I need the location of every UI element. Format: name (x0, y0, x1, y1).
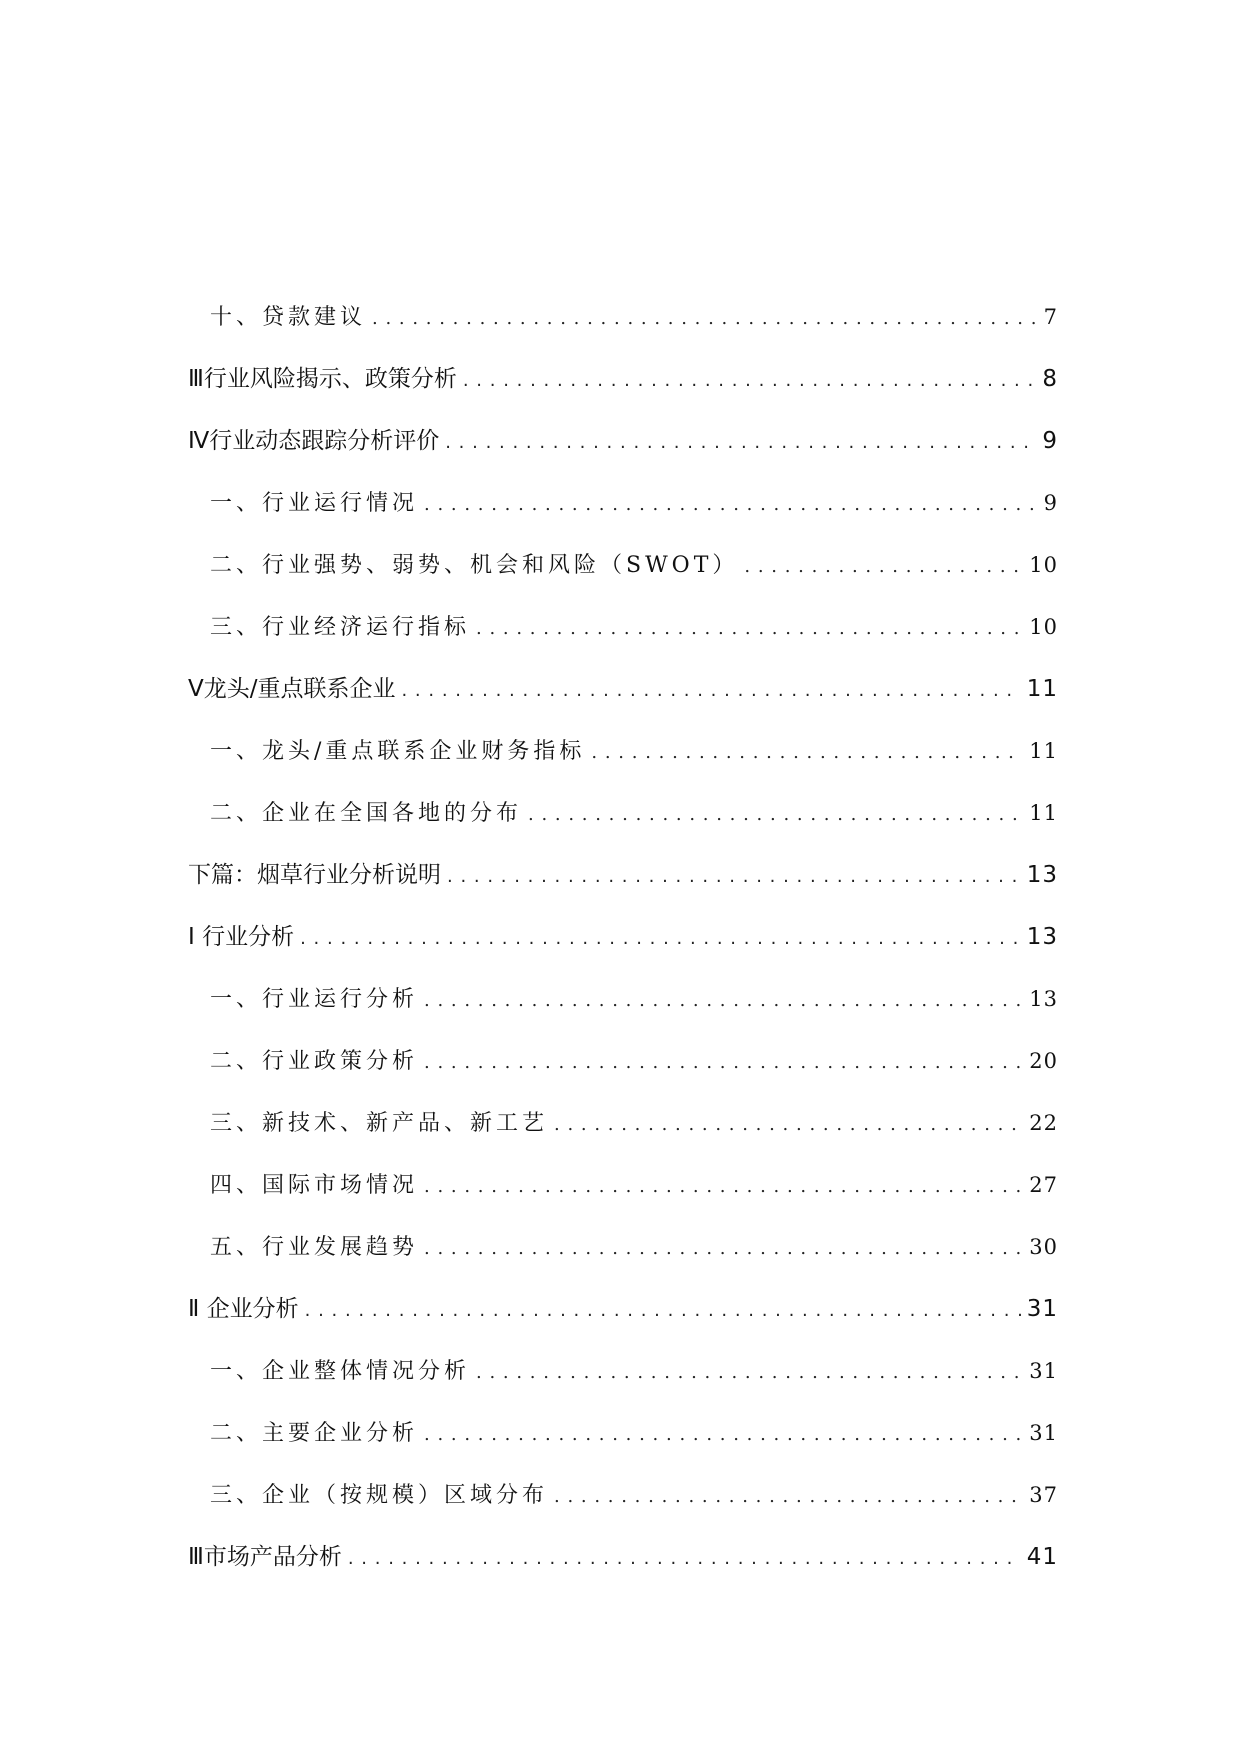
toc-entry[interactable] (188, 1464, 1058, 1526)
toc-page-number: 13 (1026, 862, 1058, 888)
toc-dot-leader (372, 287, 1038, 348)
toc-entry-title: 下篇：烟草行业分析说明 (188, 862, 441, 888)
toc-entry-title: 三、行业经济运行指标 (210, 615, 471, 640)
toc-page-number: 9 (1043, 491, 1058, 515)
toc-entry[interactable] (188, 1092, 1058, 1154)
toc-entry[interactable] (188, 720, 1058, 782)
toc-entry[interactable] (188, 906, 1058, 968)
toc-entry-title: 三、新技术、新产品、新工艺 (210, 1111, 549, 1136)
toc-entry[interactable] (188, 658, 1058, 720)
toc-entry[interactable] (188, 1278, 1058, 1340)
toc-entry-title: Ⅴ龙头/重点联系企业 (188, 676, 396, 702)
toc-dot-leader (744, 535, 1023, 596)
toc-dot-leader (424, 1155, 1023, 1216)
toc-entry[interactable] (188, 1526, 1058, 1588)
toc-entry-title: 三、企业（按规模）区域分布 (210, 1483, 549, 1508)
toc-dot-leader (554, 1093, 1023, 1154)
toc-page-number: 27 (1029, 1173, 1058, 1197)
toc-entry[interactable] (188, 348, 1058, 410)
toc-entry-title: 一、行业运行分析 (210, 987, 419, 1012)
toc-entry[interactable] (188, 1340, 1058, 1402)
toc-dot-leader (424, 473, 1038, 534)
toc-entry-title: Ⅲ行业风险揭示、政策分析 (188, 366, 457, 392)
toc-entry-title: 十、贷款建议 (210, 305, 367, 330)
toc-entry[interactable] (188, 968, 1058, 1030)
toc-entry[interactable] (188, 534, 1058, 596)
toc-page-number: 41 (1026, 1544, 1058, 1570)
toc-entry-title: 二、行业强势、弱势、机会和风险（SWOT） (210, 553, 739, 578)
toc-page-number: 31 (1029, 1421, 1058, 1445)
toc-dot-leader (424, 969, 1023, 1030)
toc-entry-title: 二、行业政策分析 (210, 1049, 419, 1074)
toc-page-number: 13 (1026, 924, 1058, 950)
toc-page-number: 10 (1029, 615, 1058, 639)
toc-page-number: 13 (1029, 987, 1058, 1011)
toc-entry[interactable] (188, 410, 1058, 472)
toc-entry-title: Ⅲ市场产品分析 (188, 1544, 342, 1570)
toc-dot-leader (554, 1465, 1023, 1526)
toc-entry[interactable] (188, 286, 1058, 348)
toc-entry[interactable] (188, 1402, 1058, 1464)
toc-dot-leader (528, 783, 1023, 844)
toc-page-number: 8 (1042, 366, 1058, 392)
toc-dot-leader (348, 1526, 1021, 1588)
toc-entry-title: 一、行业运行情况 (210, 491, 419, 516)
toc-dot-leader (447, 844, 1021, 906)
toc-entry-title: 二、主要企业分析 (210, 1421, 419, 1446)
toc-page-number: 31 (1026, 1296, 1058, 1322)
toc-entry-title: 一、企业整体情况分析 (210, 1359, 471, 1384)
toc-entry-title: 一、龙头/重点联系企业财务指标 (210, 739, 586, 764)
toc-dot-leader (476, 1341, 1023, 1402)
toc-dot-leader (300, 906, 1021, 968)
toc-page-number: 22 (1029, 1111, 1058, 1135)
toc-page-number: 11 (1029, 739, 1058, 763)
toc-page-number: 7 (1043, 305, 1058, 329)
toc-entry[interactable] (188, 844, 1058, 906)
toc-dot-leader (463, 348, 1037, 410)
toc-entry-title: Ⅰ 行业分析 (188, 924, 295, 950)
toc-dot-leader (476, 597, 1023, 658)
toc-entry-title: 四、国际市场情况 (210, 1173, 419, 1198)
toc-entry[interactable] (188, 472, 1058, 534)
toc-dot-leader (305, 1278, 1021, 1340)
toc-entry[interactable] (188, 1216, 1058, 1278)
toc-entry-title: Ⅳ行业动态跟踪分析评价 (188, 428, 440, 454)
toc-entry-title: Ⅱ 企业分析 (188, 1296, 299, 1322)
toc-dot-leader (424, 1217, 1023, 1278)
toc-entry[interactable] (188, 1030, 1058, 1092)
toc-dot-leader (424, 1403, 1023, 1464)
toc-dot-leader (445, 410, 1036, 472)
toc-entry-title: 二、企业在全国各地的分布 (210, 801, 523, 826)
toc-dot-leader (401, 658, 1020, 720)
toc-page-number: 11 (1026, 676, 1058, 702)
toc-page-number: 30 (1029, 1235, 1058, 1259)
toc-entry-title: 五、行业发展趋势 (210, 1235, 419, 1260)
toc-dot-leader (591, 721, 1023, 782)
toc-page-number: 9 (1042, 428, 1058, 454)
toc-dot-leader (424, 1031, 1023, 1092)
toc-entry[interactable] (188, 1154, 1058, 1216)
toc-entry[interactable] (188, 596, 1058, 658)
toc-page-number: 37 (1029, 1483, 1058, 1507)
toc-page-number: 31 (1029, 1359, 1058, 1383)
table-of-contents (188, 286, 1058, 1588)
toc-entry[interactable] (188, 782, 1058, 844)
toc-page-number: 11 (1029, 801, 1058, 825)
toc-page-number: 10 (1029, 553, 1058, 577)
toc-page-number: 20 (1029, 1049, 1058, 1073)
